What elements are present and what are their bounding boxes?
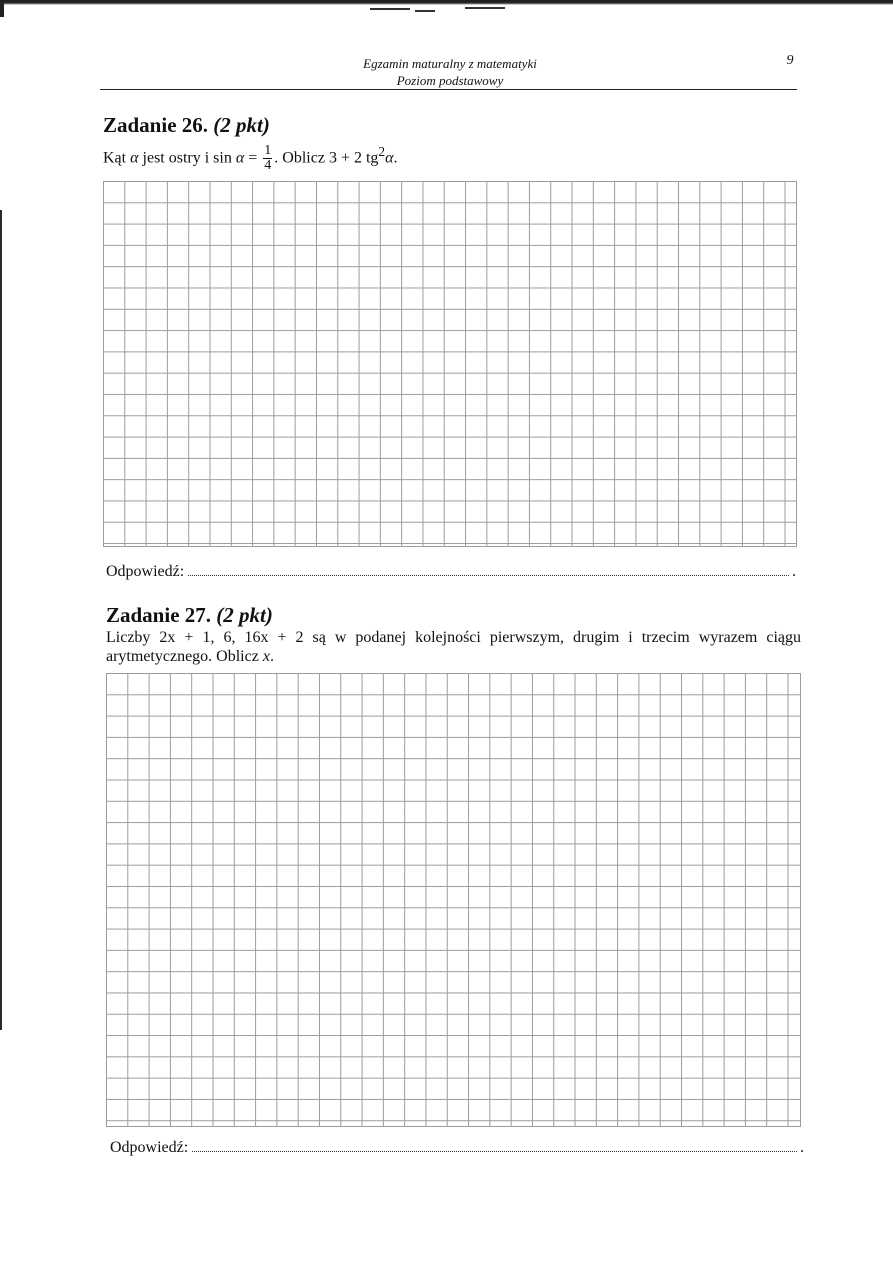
- page-number: 9: [786, 53, 794, 68]
- task-26-answer-label: Odpowiedź:: [106, 563, 185, 580]
- task-27-points: (2 pkt): [216, 603, 273, 627]
- task-27-number: Zadanie 27.: [106, 603, 212, 627]
- task-26-fraction: [263, 144, 272, 173]
- task-27-answer-label: Odpowiedź:: [110, 1139, 189, 1156]
- task-26-title: [103, 113, 270, 138]
- exam-title: Egzamin maturalny z matematyki: [363, 56, 537, 71]
- task-26-answer-grid[interactable]: [103, 181, 797, 547]
- task-27-answer-end: .: [800, 1139, 804, 1156]
- task-26-text-a: Kąt: [103, 149, 127, 167]
- task-27-answer-line: [110, 1139, 804, 1157]
- task-26-alpha: α: [385, 149, 394, 167]
- task-27-variable: x: [262, 648, 270, 665]
- task-26-alpha: α: [235, 149, 245, 167]
- exam-level: Poziom podstawowy: [396, 73, 504, 88]
- task-27-text-end: .: [269, 648, 274, 665]
- task-26-alpha: α: [130, 149, 139, 167]
- task-26-answer-line: [106, 563, 796, 581]
- task-26-points: (2 pkt): [213, 113, 270, 137]
- fraction-numerator: 1: [264, 143, 272, 159]
- task-27-answer-grid[interactable]: [106, 673, 801, 1127]
- task-26-number: Zadanie 26.: [103, 113, 209, 137]
- task-26-equals: =: [248, 149, 258, 167]
- task-26-exponent: 2: [378, 144, 386, 159]
- task-26-answer-field[interactable]: [188, 563, 789, 576]
- task-26-text: [103, 142, 398, 173]
- scan-corner-mark: [0, 3, 4, 17]
- task-27-answer-field[interactable]: [192, 1139, 797, 1152]
- task-27-title: [106, 603, 273, 628]
- task-26-text-b: jest ostry i sin: [142, 149, 232, 167]
- fraction-denominator: 4: [264, 158, 272, 174]
- task-26-answer-end: .: [792, 563, 796, 580]
- task-27-text-body: Liczby 2x + 1, 6, 16x + 2 są w podanej kolejności pierwszym, drugim i trzecim wyrazem ciągu arytmetycznego. Oblicz: [106, 629, 801, 665]
- scan-artifact: [465, 7, 505, 9]
- task-26-text-end: .: [393, 149, 398, 167]
- scan-artifact: [415, 10, 435, 12]
- task-27-text: [106, 628, 801, 666]
- scan-edge-line: [0, 0, 893, 5]
- scan-artifact: [370, 8, 410, 10]
- scan-left-edge: [0, 210, 2, 1030]
- task-26-text-c: . Oblicz 3 + 2 tg: [274, 149, 379, 167]
- header-rule: [100, 89, 797, 90]
